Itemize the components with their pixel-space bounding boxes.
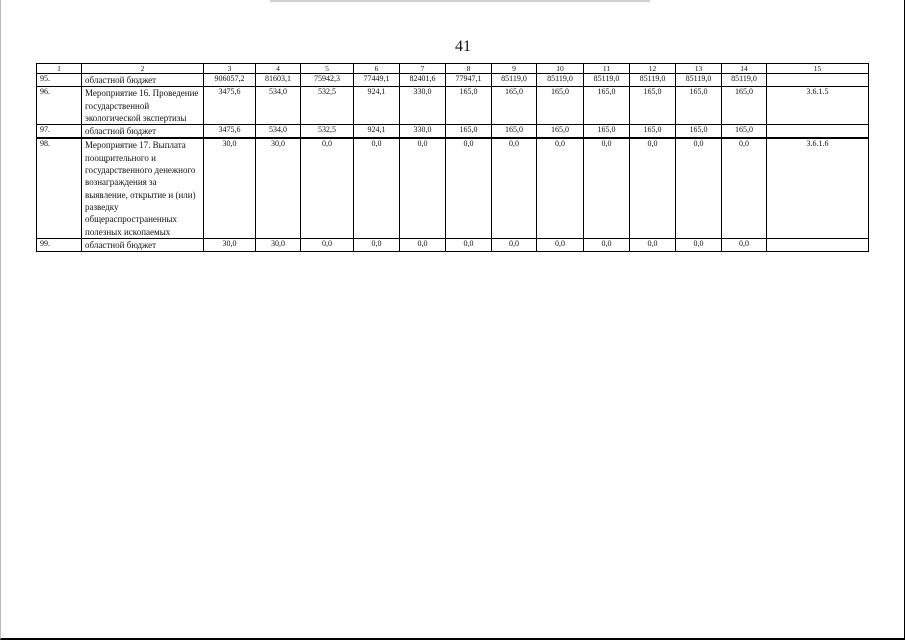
table-cell: 75942,3 — [301, 74, 354, 87]
table-cell: 0,0 — [354, 238, 400, 251]
row-number: 96. — [37, 87, 82, 125]
table-cell: 165,0 — [446, 125, 492, 139]
column-header: 7 — [400, 64, 446, 74]
table-cell: 165,0 — [537, 125, 584, 139]
table-row — [37, 125, 869, 139]
column-header: 14 — [722, 64, 767, 74]
table-cell: 165,0 — [584, 125, 630, 139]
row-number: 95. — [37, 74, 82, 87]
column-header: 10 — [537, 64, 584, 74]
table-cell: 0,0 — [584, 138, 630, 238]
row-number: 97. — [37, 125, 82, 139]
table-body — [37, 64, 869, 252]
table-row — [37, 74, 869, 87]
table-cell: 0,0 — [676, 138, 722, 238]
table-cell: 165,0 — [630, 125, 676, 139]
table-row — [37, 238, 869, 251]
table-cell: 0,0 — [354, 138, 400, 238]
column-header: 1 — [37, 64, 82, 74]
column-header: 3 — [204, 64, 256, 74]
table-cell: 165,0 — [676, 125, 722, 139]
table-cell: 165,0 — [722, 87, 767, 125]
table-cell: 30,0 — [204, 238, 256, 251]
table-cell: 0,0 — [537, 238, 584, 251]
table-cell: 165,0 — [676, 87, 722, 125]
table-cell: 3475,6 — [204, 87, 256, 125]
scan-edge-mark — [270, 0, 650, 2]
table-cell: 0,0 — [446, 138, 492, 238]
table-cell: 534,0 — [256, 87, 301, 125]
table-cell: 85119,0 — [492, 74, 537, 87]
table-cell: 85119,0 — [584, 74, 630, 87]
table-cell: 0,0 — [722, 238, 767, 251]
table-cell: 81603,1 — [256, 74, 301, 87]
table-cell: 924,1 — [354, 125, 400, 139]
budget-table — [36, 63, 869, 252]
table-cell: 165,0 — [537, 87, 584, 125]
table-cell: 77449,1 — [354, 74, 400, 87]
row-code — [767, 74, 869, 87]
column-header: 12 — [630, 64, 676, 74]
row-number: 99. — [37, 238, 82, 251]
row-code — [767, 125, 869, 139]
table-cell: 77947,1 — [446, 74, 492, 87]
row-name: областной бюджет — [82, 74, 204, 87]
table-cell: 0,0 — [630, 138, 676, 238]
table-cell: 165,0 — [446, 87, 492, 125]
column-header: 5 — [301, 64, 354, 74]
column-number-row — [37, 64, 869, 74]
table-cell: 534,0 — [256, 125, 301, 139]
table-cell: 0,0 — [722, 138, 767, 238]
column-header: 9 — [492, 64, 537, 74]
table-cell: 532,5 — [301, 87, 354, 125]
row-name: областной бюджет — [82, 125, 204, 139]
table-cell: 0,0 — [492, 138, 537, 238]
column-header: 2 — [82, 64, 204, 74]
table-cell: 30,0 — [204, 138, 256, 238]
table-cell: 0,0 — [584, 238, 630, 251]
table-cell: 3475,6 — [204, 125, 256, 139]
row-number: 98. — [37, 138, 82, 238]
column-header: 4 — [256, 64, 301, 74]
row-name: областной бюджет — [82, 238, 204, 251]
table-cell: 85119,0 — [537, 74, 584, 87]
table-cell: 330,0 — [400, 87, 446, 125]
table-cell: 30,0 — [256, 238, 301, 251]
table-row — [37, 87, 869, 125]
table-cell: 924,1 — [354, 87, 400, 125]
table-cell: 85119,0 — [676, 74, 722, 87]
row-name: Мероприятие 17. Выплата поощрительного и государственного денежного вознаграждения за выявление, открытие и (или) разведку общераспространенных полезных ископаемых — [82, 138, 204, 238]
table-cell: 82401,6 — [400, 74, 446, 87]
column-header: 8 — [446, 64, 492, 74]
table-cell: 0,0 — [537, 138, 584, 238]
table-cell: 165,0 — [722, 125, 767, 139]
row-code — [767, 238, 869, 251]
column-header: 11 — [584, 64, 630, 74]
table-cell: 0,0 — [301, 138, 354, 238]
column-header: 15 — [767, 64, 869, 74]
table-cell: 906057,2 — [204, 74, 256, 87]
table-cell: 532,5 — [301, 125, 354, 139]
table-cell: 0,0 — [446, 238, 492, 251]
row-name: Мероприятие 16. Проведение государственной экологической экспертизы — [82, 87, 204, 125]
table-cell: 0,0 — [676, 238, 722, 251]
page-number: 41 — [455, 38, 471, 55]
table-cell: 165,0 — [492, 87, 537, 125]
table-cell: 85119,0 — [630, 74, 676, 87]
table-cell: 0,0 — [400, 238, 446, 251]
table-cell: 85119,0 — [722, 74, 767, 87]
table-cell: 30,0 — [256, 138, 301, 238]
row-code: 3.6.1.5 — [767, 87, 869, 125]
table-row — [37, 138, 869, 238]
column-header: 6 — [354, 64, 400, 74]
table-cell: 0,0 — [301, 238, 354, 251]
table-cell: 165,0 — [584, 87, 630, 125]
row-code: 3.6.1.6 — [767, 138, 869, 238]
table-cell: 165,0 — [630, 87, 676, 125]
table-cell: 330,0 — [400, 125, 446, 139]
table-cell: 0,0 — [630, 238, 676, 251]
table-cell: 165,0 — [492, 125, 537, 139]
table-cell: 0,0 — [492, 238, 537, 251]
table-cell: 0,0 — [400, 138, 446, 238]
column-header: 13 — [676, 64, 722, 74]
